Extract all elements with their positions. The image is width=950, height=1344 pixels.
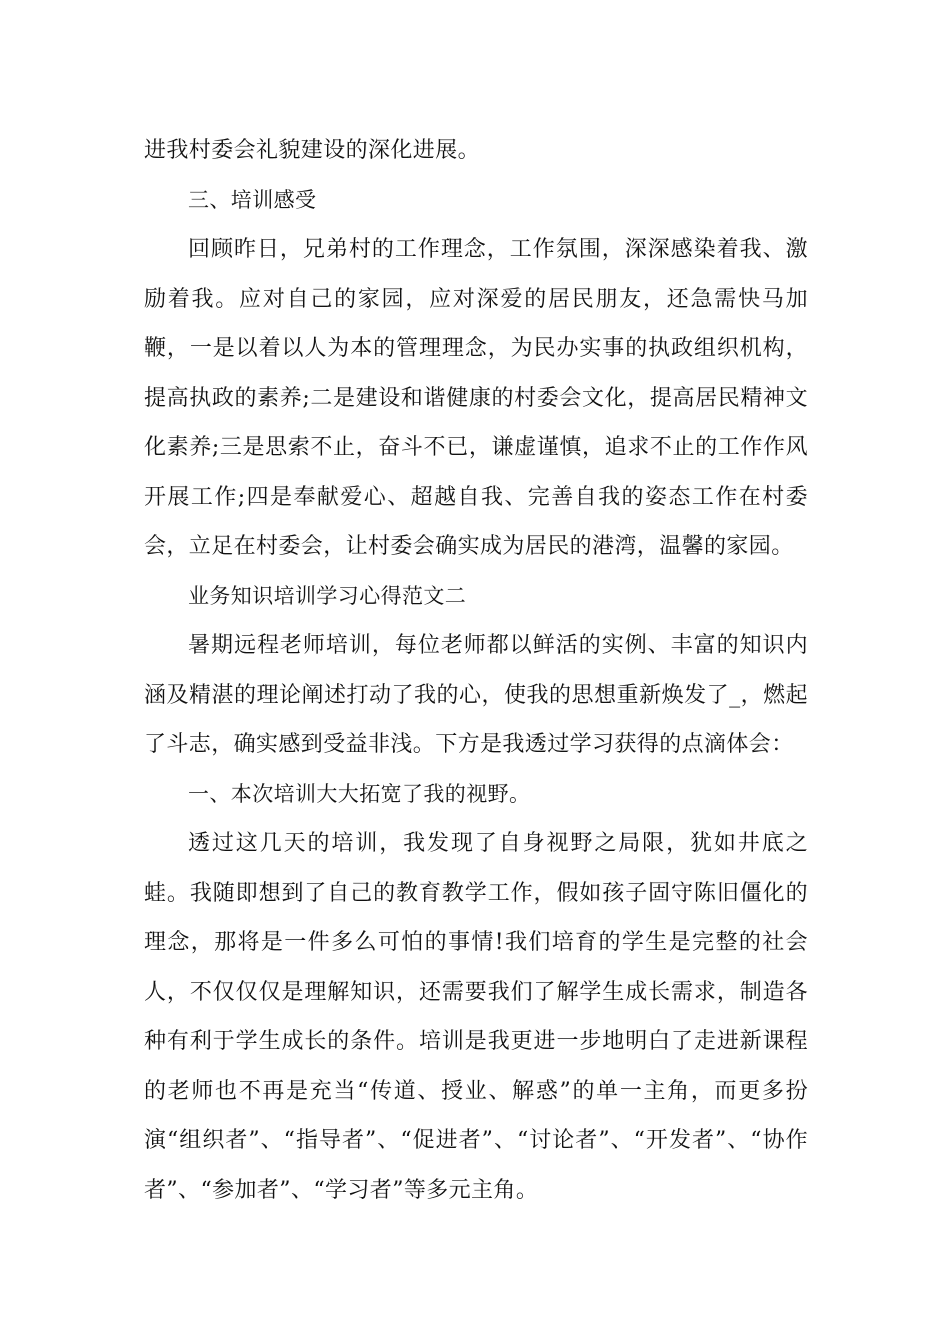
section-heading-3: 三、培训感受 [188, 187, 317, 212]
paragraph-vision: 透过这几天的培训，我发现了自身视野之局限，犹如井底之蛙。我随即想到了自己的教育教学工作，假如孩子固守陈旧僵化的理念，那将是一件多么可怕的事情!我们培育的学生是完整的社会人，不仅仅仅是理解知识，还需要我们了解学生成长需求，制造各种有利于学生成长的条件。培训是我更进一步地明白了走进新课程的老师也不再是充当“传道、授业、解惑”的单一主角，而更多扮演“组织者”、“指导者”、“促进者”、“讨论者”、“开发者”、“协作者”、“参加者”、“学习者”等多元主角。 [144, 831, 808, 1203]
document-body [144, 126, 808, 1215]
essay-title-2: 业务知识培训学习心得范文二 [188, 583, 467, 608]
paragraph-training-feelings: 回顾昨日，兄弟村的工作理念，工作氛围，深深感染着我、激励着我。应对自己的家园，应对深爱的居民朋友，还急需快马加鞭，一是以着以人为本的管理理念，为民办实事的执政组织机构，提高执政的素养;二是建设和谐健康的村委会文化，提高居民精神文化素养;三是思索不止，奋斗不已，谦虚谨慎，追求不止的工作作风开展工作;四是奉献爱心、超越自我、完善自我的姿态工作在村委会，立足在村委会，让村委会确实成为居民的港湾，温馨的家园。 [144, 237, 808, 559]
paragraph-intro: 暑期远程老师培训，每位老师都以鲜活的实例、丰富的知识内涵及精湛的理论阐述打动了我的心，使我的思想重新焕发了_，燃起了斗志，确实感到受益非浅。下方是我透过学习获得的点滴体会： [144, 633, 808, 757]
section-heading-1: 一、本次培训大大拓宽了我的视野。 [188, 781, 531, 806]
paragraph-continuation: 进我村委会礼貌建设的深化进展。 [144, 138, 481, 163]
